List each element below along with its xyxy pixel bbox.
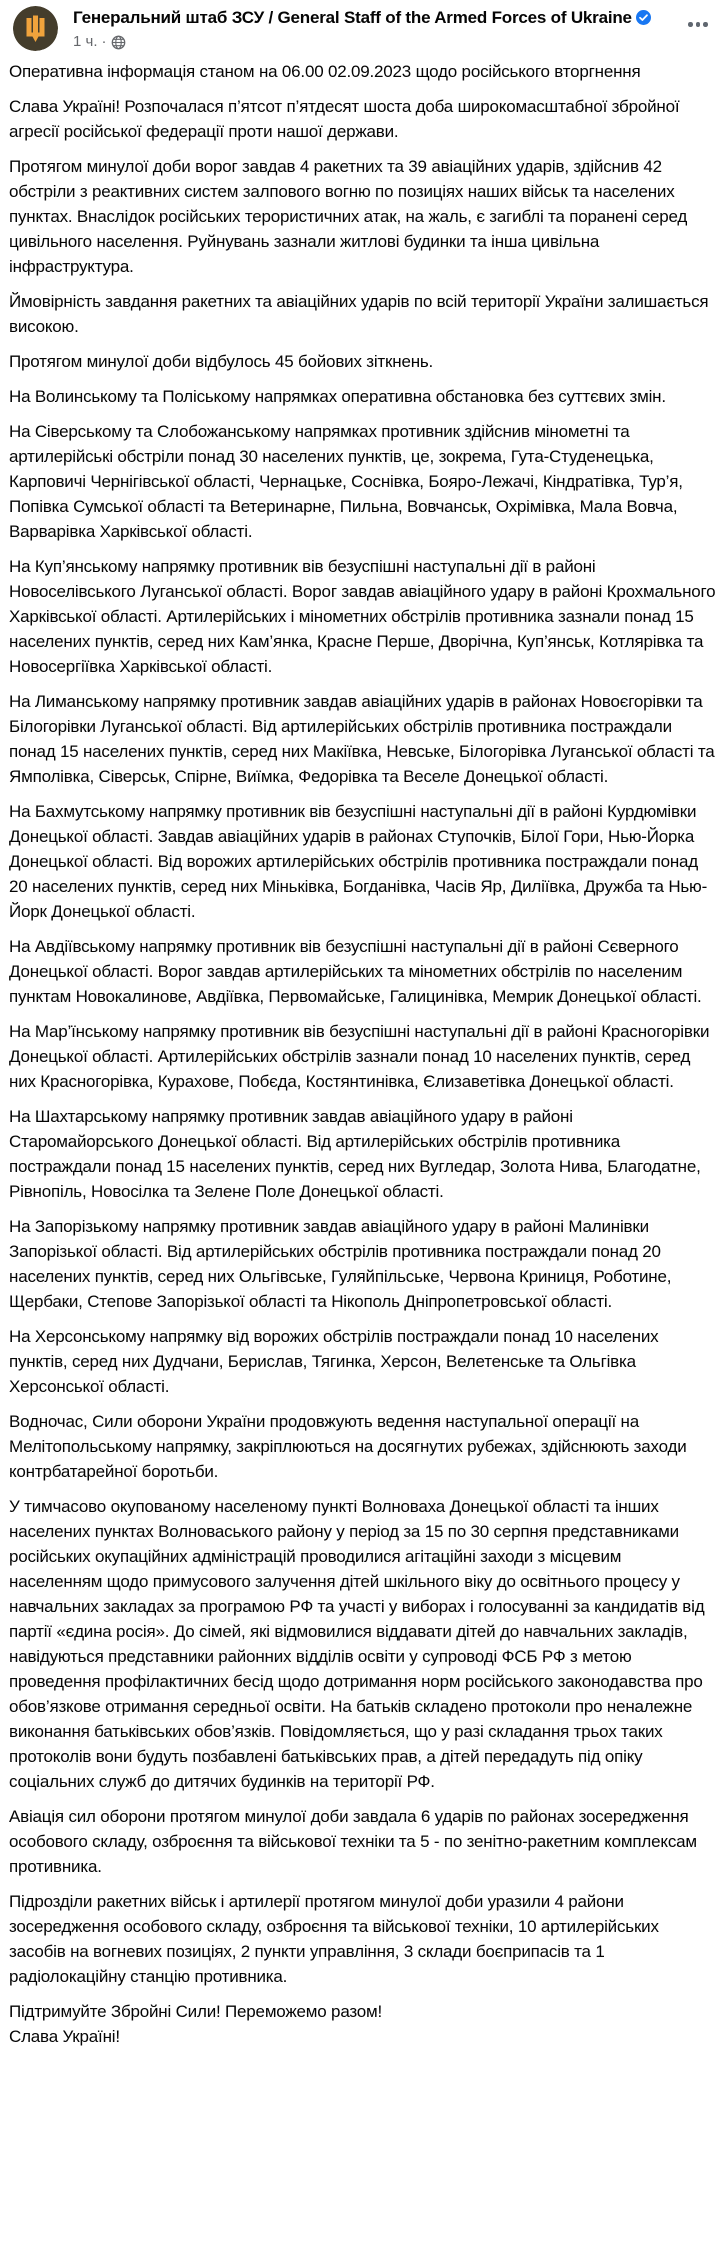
post-paragraph: На Шахтарському напрямку противник завдав авіаційного удару в районі Старомайорського Донецької області. Від артилерійських обстрілів противника постраждали понад 15 населених пунктів, серед них Вугледар, Золота Нива, Благодатне, Рівнопіль, Новосілка та Зелене Поле Донецької області.: [9, 1107, 701, 1201]
timestamp-link[interactable]: 1 ч.: [73, 33, 98, 50]
post-meta: [73, 33, 678, 51]
post-text: [0, 53, 727, 2073]
page-name-link[interactable]: Генеральний штаб ЗСУ / General Staff of the Armed Forces of Ukraine: [73, 8, 632, 27]
more-options-button[interactable]: [686, 20, 710, 29]
post-paragraph: Протягом минулої доби ворог завдав 4 ракетних та 39 авіаційних ударів, здійснив 42 обстріли з реактивних систем залпового вогню по позиціях наших військ та населених пунктах. Внаслідок російських терористичних атак, на жаль, є загиблі та поранені серед цивільного населення. Руйнувань зазнали житлові будинки та інша цивільна інфраструктура.: [9, 157, 688, 276]
post-paragraph: На Волинському та Поліському напрямках оперативна обстановка без суттєвих змін.: [9, 387, 666, 406]
three-dots-icon: [688, 22, 693, 27]
page-avatar[interactable]: [13, 6, 58, 51]
post-paragraph: Підрозділи ракетних військ і артилерії протягом минулої доби уразили 4 райони зосередження особового складу, озброєння та військової техніки, 10 артилерійських засобів на вогневих позиціях, 2 пункти управління, 3 склади боєприпасів та 1 радіолокаційну станцію противника.: [9, 1892, 659, 1986]
post-paragraph: Протягом минулої доби відбулось 45 бойових зіткнень.: [9, 352, 434, 371]
meta-separator: ·: [101, 33, 107, 50]
post-paragraph: Ймовірність завдання ракетних та авіаційних ударів по всій території України залишається високою.: [9, 292, 709, 336]
post-paragraph: На Сіверському та Слобожанському напрямках противник здійснив мінометні та артилерійські обстріли понад 30 населених пунктів, це, зокрема, Гута-Студенецька, Карповичі Чернігівської області, Чернацьке, Соснівка, Бояро-Лежачі, Кіндратівка, Тур’я, Попівка Сумської області та Ветеринарне, Пильна, Вовчанськ, Охрімівка, Мала Вовча, Варварівка Харківської області.: [9, 422, 683, 541]
post-paragraph: На Куп’янському напрямку противник вів безуспішні наступальні дії в районі Новоселівського Луганської області. Ворог завдав авіаційного удару в районі Крохмального Харківської області. Артилерійських і мінометних обстрілів противника зазнали понад 15 населених пунктів, серед них Кам’янка, Красне Перше, Дворічна, Куп’янськ, Котлярівка та Новосергіївка Харківської області.: [9, 557, 716, 676]
post-header-text: [73, 6, 678, 51]
closing-line-slava: Слава Україні!: [9, 2027, 120, 2046]
post-paragraph: На Запорізькому напрямку противник завдав авіаційного удару в районі Малинівки Запорізької області. Від артилерійських обстрілів противника постраждали понад 20 населених пунктів, серед них Ольгівське, Гуляйпільське, Червона Криниця, Роботине, Щербаки, Степове Запорізької області та Нікополь Дніпропетровської області.: [9, 1217, 672, 1311]
post-paragraph: Оперативна інформація станом на 06.00 02.09.2023 щодо російського вторгнення: [9, 62, 641, 81]
verified-badge-icon: [636, 10, 651, 30]
trident-emblem-icon: [13, 6, 58, 51]
globe-icon: [111, 35, 126, 50]
post-paragraph: На Авдіївському напрямку противник вів безуспішні наступальні дії в районі Сєверного Донецької області. Ворог завдав артилерійських та мінометних обстрілів по населеним пунктам Новокалинове, Авдіївка, Первомайське, Галицинівка, Мемрик Донецької області.: [9, 937, 702, 1006]
post-paragraph: Авіація сил оборони протягом минулої доби завдала 6 ударів по районах зосередження особового складу, озброєння та військової техніки та 5 - по зенітно-ракетним комплексам противника.: [9, 1807, 697, 1876]
post-paragraph: На Лиманському напрямку противник завдав авіаційних ударів в районах Новоєгорівки та Білогорівки Луганської області. Від артилерійських обстрілів противника постраждали понад 15 населених пунктів, серед них Макіївка, Невське, Білогорівка Луганської області та Ямполівка, Сіверськ, Спірне, Виїмка, Федорівка та Веселе Донецької області.: [9, 692, 715, 786]
post-paragraph: На Мар’їнському напрямку противник вів безуспішні наступальні дії в районі Красногорівки Донецької області. Артилерійських обстрілів зазнали понад 10 населених пунктів, серед них Красногорівка, Курахове, Побєда, Костянтинівка, Єлизаветівка Донецької області.: [9, 1022, 710, 1091]
post-paragraph: У тимчасово окупованому населеному пункті Волноваха Донецької області та інших населених пунктах Волноваського району у період за 15 по 30 серпня представниками російських окупаційних адміністрацій проводилися агітаційні заходи з місцевим населенням щодо примусового залучення дітей шкільного віку до освітнього процесу у навчальних закладах за програмою РФ та участі у виборах і голосуванні за кандидатів від партії «єдина росія». До сімей, які відмовилися віддавати дітей до навчальних закладів, навідуються представники районних відділів освіти у супроводі ФСБ РФ з метою проведення профілактичних бесід щодо дотримання норм російського законодавства про обов’язкове отримання середньої освіти. На батьків складено протоколи про неналежне виконання батьківських обов’язків. Повідомляється, що у разі складання трьох таких протоколів вони будуть позбавлені батьківських прав, а дітей передадуть під опіку соціальних служб до дитячих будинків на території РФ.: [9, 1497, 705, 1791]
post-paragraph: Слава Україні! Розпочалася п’ятсот п’ятдесят шоста доба широкомасштабної збройної агресії російської федерації проти нашої держави.: [9, 97, 680, 141]
post-paragraph: На Херсонському напрямку від ворожих обстрілів постраждали понад 10 населених пунктів, серед них Дудчани, Берислав, Тягинка, Херсон, Велетенське та Ольгівка Херсонської області.: [9, 1327, 659, 1396]
post-paragraph: [9, 1999, 717, 2049]
closing-line-support: Підтримуйте Збройні Сили! Переможемо разом!: [9, 2002, 383, 2021]
post-paragraph: На Бахмутському напрямку противник вів безуспішні наступальні дії в районі Курдюмівки Донецької області. Завдав авіаційних ударів в районах Ступочків, Білої Гори, Нью-Йорка Донецької області. Від ворожих артилерійських обстрілів противника постраждали понад 20 населених пунктів, серед них Міньківка, Богданівка, Часів Яр, Диліївка, Дружба та Нью-Йорк Донецької області.: [9, 802, 708, 921]
post-header: [0, 0, 727, 53]
post-paragraph: Водночас, Сили оборони України продовжують ведення наступальної операції на Мелітопольському напрямку, закріплюються на досягнутих рубежах, здійснюють заходи контрбатарейної боротьби.: [9, 1412, 687, 1481]
